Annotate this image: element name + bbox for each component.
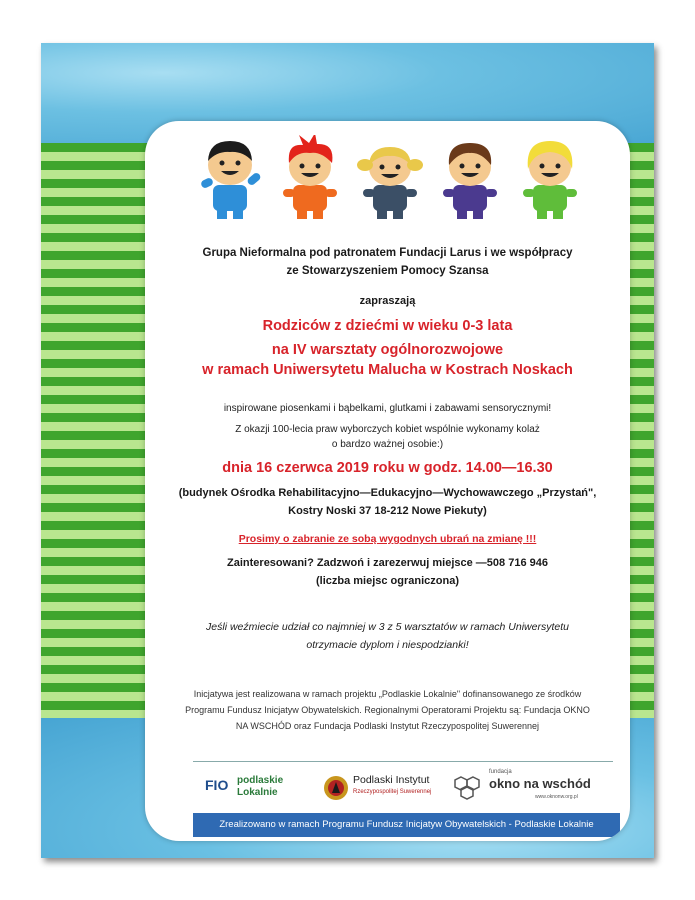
pi-line-2: Rzeczypospolitej Suwerennej <box>353 789 432 795</box>
venue-line-2: Kostry Noski 37 18-212 Nowe Piekuty) <box>288 505 487 517</box>
intro-line-2: ze Stowarzyszeniem Pomocy Szansa <box>286 265 489 277</box>
description-line-1: inspirowane piosenkami i bąbelkami, glutkami i zabawami sensorycznymi! <box>223 403 552 414</box>
okno-small: fundacja <box>489 769 512 775</box>
headline-line-3: w ramach Uniwersytetu Malucha w Kostrach Noskach <box>202 362 573 378</box>
description-line-3: o bardzo ważnej osobie:) <box>331 439 444 450</box>
fio-logo <box>193 773 313 803</box>
poster-frame <box>41 43 654 858</box>
footer-divider <box>193 761 613 762</box>
emblem-icon <box>323 773 349 803</box>
okno-url: www.oknonw.org.pl <box>535 794 578 800</box>
description-line-2: Z okazji 100-lecia praw wyborczych kobiet wspólnie wykonamy kolaż <box>235 424 540 435</box>
podlaski-instytut-logo <box>323 771 453 805</box>
diploma-line-1: Jeśli weźmiecie udział co najmniej w 3 z 5 warsztatów w ramach Uniwersytetu <box>206 621 569 633</box>
fio-line-2: Lokalnie <box>237 787 278 798</box>
contact-line: Zainteresowani? Zadzwoń i zarezerwuj miejsce —508 716 946 <box>227 557 548 569</box>
project-line-2: Programu Fundusz Inicjatyw Obywatelskich. Regionalnymi Operatorami Projektu są: Fundacja OKNO <box>185 705 590 715</box>
child-3-icon <box>357 147 423 219</box>
child-4-icon <box>443 143 497 219</box>
clothes-notice-text: Prosimy o zabranie ze sobą wygodnych ubrań na zmianę !!! <box>238 533 537 545</box>
clothes-notice <box>145 529 630 547</box>
invite-text: zapraszają <box>359 295 416 307</box>
diploma-line-2: otrzymacie dyplom i niespodzianki! <box>306 639 469 651</box>
hexagons-icon <box>453 775 487 801</box>
poster-card <box>145 121 630 841</box>
project-line-3: NA WSCHÓD oraz Fundacja Podlaski Instytut Rzeczypospolitej Suwerennej <box>235 721 540 731</box>
pi-line-1: Podlaski Instytut <box>353 774 430 786</box>
okno-na-wschod-logo <box>453 767 593 805</box>
headline-line-2: na IV warsztaty ogólnorozwojowe <box>271 342 504 358</box>
child-2-icon <box>283 135 337 219</box>
children-illustration <box>195 135 580 225</box>
venue-line-1: (budynek Ośrodka Rehabilitacyjno—Edukacyjno—Wychowawczego „Przystań", <box>178 487 597 499</box>
project-line-1: Inicjatywa jest realizowana w ramach projektu „Podlaskie Lokalnie" dofinansowanego ze środków <box>193 689 582 699</box>
intro-line-1: Grupa Nieformalna pod patronatem Fundacji Larus i we współpracy <box>202 247 573 259</box>
fio-mark: FIO <box>205 777 229 793</box>
footer-bar: Zrealizowano w ramach Programu Fundusz Inicjatyw Obywatelskich - Podlaskie Lokalnie <box>193 813 620 837</box>
fio-line-1: podlaskie <box>237 775 284 786</box>
child-1-icon <box>200 141 262 219</box>
event-date: dnia 16 czerwca 2019 roku w godz. 14.00—16.30 <box>222 460 553 476</box>
child-5-icon <box>523 141 577 219</box>
okno-main: okno na wschód <box>489 776 591 791</box>
headline-line-1: Rodziców z dziećmi w wieku 0-3 lata <box>262 318 513 334</box>
places-limited: (liczba miejsc ograniczona) <box>315 575 460 587</box>
